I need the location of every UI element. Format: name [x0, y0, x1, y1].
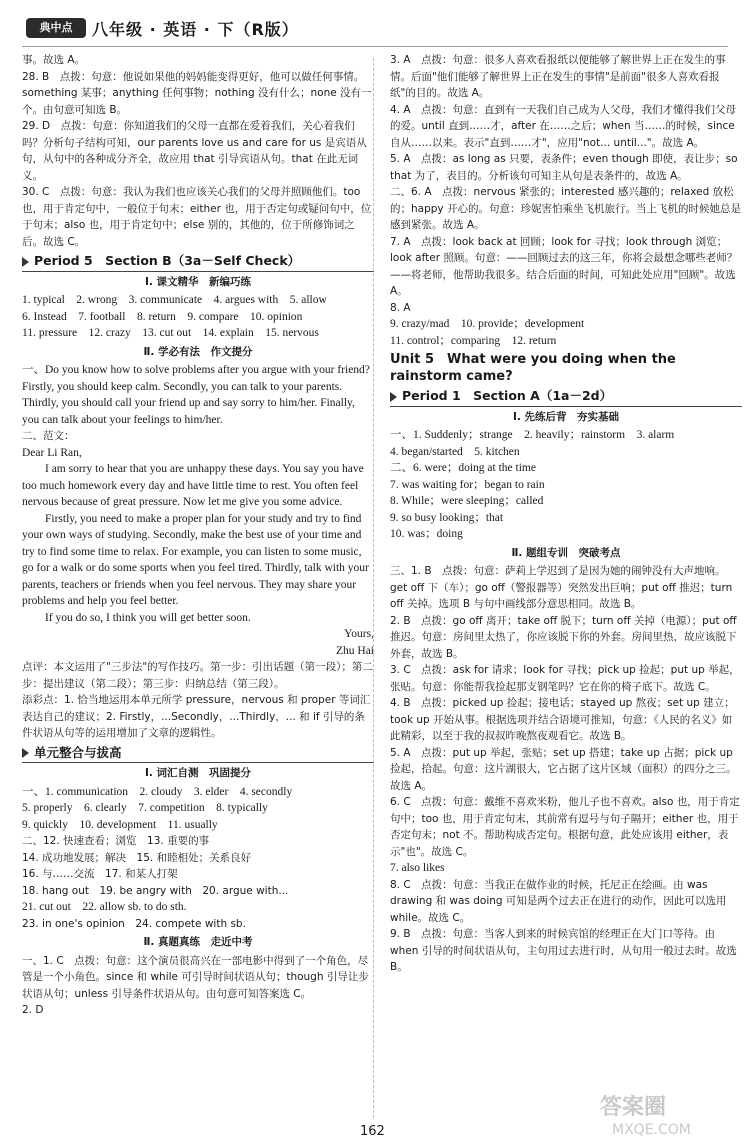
subsection-heading: Ⅰ. 课文精华 新编巧练	[144, 275, 252, 288]
answer-line: 30. C 点拨：句意：我认为我们也应该关心我们的父母并照顾他们。too 也，用于肯定句中，一般位于句末；either 也，用于否定句或疑问句中，位于句末；also 也，用于肯定句中；else 别的，其他的，位于所修饰词之后。故选 C。	[22, 186, 372, 248]
answer-line: Yours,	[344, 628, 374, 640]
answer-line: 7. was waiting for；began to rain	[390, 478, 545, 491]
watermark-url: MXQE.COM	[612, 1122, 691, 1138]
answer-line: 14. 成功地发展；解决 15. 和睦相处；关系良好	[22, 851, 252, 864]
answer-line: 点评：本文运用了"三步法"的写作技巧。第一步：引出话题（第一段）；第二步：提出建议（第二段）；第三步：归纳总结（第三段）。	[22, 661, 373, 690]
answer-line: 9. so busy looking；that	[390, 511, 504, 524]
answer-line: 一、1. C 点拨：句意：这个演员很高兴在一部电影中得到了一个角色，尽管是一个小角色。since 和 while 可引导时间状语从句；though 引导让步状语从句；unless 引导条件状语从句。由句意可知答案选 C。	[22, 954, 369, 1000]
answer-line: 6. Instead 7. football 8. return 9. compare 10. opinion	[22, 310, 303, 323]
answer-line: 事。故选 A。	[22, 54, 86, 66]
answer-line: 1. typical 2. wrong 3. communicate 4. argues with 5. allow	[22, 294, 327, 306]
answer-line: 5. A 点拨：put up 举起，张贴；set up 搭建；take up 占据；pick up 捡起，拾起。句意：这片湖很大，它占据了这片区域（面积）的四分之三。故选 A。	[390, 746, 737, 792]
answer-line: 16. 与……交流 17. 和某人打架	[22, 868, 178, 880]
answer-line: Zhu Hai	[335, 644, 374, 657]
answer-line: 7. A 点拨：look back at 回顾；look for 寻找；look through 浏览；look after 照顾。句意：——回顾过去的这三年，你将会最想念哪些老师？——将老师，他帮助我很多。结合后面的时间，可知此处应用"回顾"。故选 A。	[390, 235, 738, 297]
page-number: 162	[360, 1124, 385, 1139]
answer-line: 8. A	[390, 301, 411, 314]
subsection-heading: Ⅱ. 学必有法 作文提分	[143, 345, 253, 358]
answer-line: 23. in one's opinion 24. compete with sb.	[22, 917, 246, 930]
answer-line: 三、1. B 点拨：句意：萨莉上学迟到了是因为她的闹钟没有大声地响。get off 下（车）；go off（警报器等）突然发出巨响；put off 推迟；turn off 关掉。选项 B 与句中画线部分意思相同。故选 B。	[390, 565, 733, 610]
column-divider	[373, 58, 374, 1118]
subsection-heading: Ⅰ. 词汇自测 巩固提分	[144, 767, 252, 779]
triangle-bullet-icon	[390, 392, 397, 402]
answer-line: 添彩点：1. 恰当地运用本单元所学 pressure，nervous 和 proper 等词汇表达自己的建议；2. Firstly，...Secondly，...Thirdly，... 和 if 引导的条件状语从句等的运用增加了文章的逻辑性。	[22, 694, 371, 739]
answer-line: If you do so, I think you will get better soon.	[45, 611, 251, 624]
answer-line: Dear Li Ran,	[22, 446, 82, 459]
answer-line: 11. pressure 12. crazy 13. cut out 14. explain 15. nervous	[22, 327, 319, 339]
answer-line: 9. crazy/mad 10. provide；development	[390, 318, 585, 330]
answer-line: 4. began/started 5. kitchen	[390, 445, 520, 458]
answer-line: 7. also likes	[390, 862, 445, 874]
answer-line: 二、6. A 点拨：nervous 紧张的；interested 感兴趣的；relaxed 放松的；happy 开心的。句意：珍妮害怕乘坐飞机旅行。当上飞机的时候她总是感到紧张。故选 A。	[390, 186, 741, 231]
triangle-bullet-icon	[22, 257, 29, 267]
answer-line: 29. D 点拨：句意：你知道我们的父母一直都在爱着我们，关心着我们吗？分析句子结构可知，our parents love us and care for us 是宾语从句，从句中的各种成分齐全，故应用 that 引导宾语从句。that 在此无词义。	[22, 120, 367, 182]
answer-line: 18. hang out 19. be angry with 20. argue with...	[22, 884, 289, 897]
answer-line: Firstly, you need to make a proper plan for your study and try to find your own ways of studying. Secondly, make the best use of your time and try to find some time to relax. For example, you can listen to some music, go for a walk or do some sports when you feel tired. Thirdly, talk with your parents, teachers or friends when you feel nervous. They may share your problems and help you feel better.	[22, 512, 369, 607]
answer-line: 3. A 点拨：句意：很多人喜欢看报纸以便能够了解世界上正在发生的事情。后面"他们能够了解世界上正在发生的事情"是前面"很多人喜欢看报纸"的目的。故选 A。	[390, 54, 726, 99]
answer-line: 21. cut out 22. allow sb. to do sth.	[22, 901, 187, 913]
section-heading	[22, 745, 374, 764]
section-heading-text: Period 5 Section B（3a－Self Check）	[34, 253, 301, 268]
answer-line: 11. control；comparing 12. return	[390, 334, 557, 347]
answer-line: 5. A 点拨：as long as 只要，表条件；even though 即使，表让步；so that 为了，表目的。分析该句可知主从句是表条件的，故选 A。	[390, 153, 738, 182]
section-heading-text: 单元整合与拔高	[34, 744, 122, 760]
answer-line: 4. B 点拨：picked up 捡起；接电话；stayed up 熬夜；set up 建立；took up 开始从事。根据选项并结合语境可推知，句意：《人民的名义》如此精彩，以至于我的叔叔昨晚熬夜观看它。故选 B。	[390, 697, 735, 742]
right-column	[390, 52, 742, 976]
triangle-bullet-icon	[22, 748, 29, 758]
answer-line: 4. A 点拨：句意：直到有一天我们自己成为人父母，我们才懂得我们父母的爱。until 直到……才，after 在……之后；when 当……的时候，since 自从……以来。表示"直到……才"，应用"not... until..."。故选 A。	[390, 103, 737, 149]
answer-line: 2. D	[22, 1004, 44, 1016]
section-heading	[22, 253, 374, 272]
answer-line: 二、6. were；doing at the time	[390, 462, 536, 474]
unit-heading: Unit 5 What were you doing when the rainstorm came?	[390, 352, 676, 384]
subsection-heading: Ⅱ. 真题真练 走近中考	[143, 936, 253, 948]
answer-line: 5. properly 6. clearly 7. competition 8. typically	[22, 802, 268, 814]
subsection-heading: Ⅱ. 题组专训 突破考点	[511, 546, 621, 559]
section-heading-text: Period 1 Section A（1a－2d）	[402, 388, 613, 403]
answer-line: 8. While；were sleeping；called	[390, 495, 544, 507]
subsection-heading: Ⅰ. 先练后背 夯实基础	[512, 410, 620, 423]
answer-line: 3. C 点拨：ask for 请求；look for 寻找；pick up 捡起；put up 举起，张贴。句意：你能帮我捡起那支钢笔吗？它在你的椅子底下。故选 C。	[390, 664, 740, 693]
left-column	[22, 52, 374, 1019]
answer-line: 二、12. 快速查看；浏览 13. 重要的事	[22, 835, 210, 847]
section-heading	[390, 388, 742, 407]
answer-line: 6. C 点拨：句意：戴维不喜欢米粉，他儿子也不喜欢。also 也，用于肯定句中；too 也，用于肯定句末，其前常有逗号与句子隔开；either 也，用于否定句末；not 不。帮助构成否定句。根据句意，此处应该用 either，表示"也"。故选 C。	[390, 796, 740, 858]
answer-line: 2. B 点拨：go off 离开；take off 脱下；turn off 关掉（电源）；put off 推迟。句意：房间里太热了，你应该脱下你的外套。房间里热，故应该脱下外套，故选 B。	[390, 614, 737, 660]
answer-line: 28. B 点拨：句意：他说如果他的妈妈能变得更好，他可以做任何事情。something 某事；anything 任何事物；nothing 没有什么；none 没有一个。由句意可知选 B。	[22, 70, 372, 116]
watermark-logo: 答案圈	[600, 1095, 667, 1120]
answer-line: I am sorry to hear that you are unhappy these days. You say you have too much homework every day and have little time to rest. You often feel nervous because of great pressure. Now let me give you some advice.	[22, 463, 364, 508]
answer-line: 10. was；doing	[390, 528, 463, 540]
book-title: 八年级 · 英语 · 下（R版）	[92, 20, 299, 39]
answer-line: 9. B 点拨：句意：当客人到来的时候宾馆的经理正在大门口等待。由 when 引导的时间状语从句，主句用过去进行时，从句用一般过去时。故选 B。	[390, 928, 737, 973]
answer-line: 8. C 点拨：句意：当我正在做作业的时候，托尼正在绘画。由 was drawing 和 was doing 可知是两个过去正在进行的动作，因此可以选用 while。故选 C。	[390, 878, 727, 924]
answer-line: 二、范文：	[22, 430, 75, 442]
answer-line: 一、1. Suddenly；strange 2. heavily；rainstorm 3. alarm	[390, 429, 675, 441]
header-rule	[22, 46, 728, 47]
page-header	[0, 0, 750, 50]
answer-line: 9. quickly 10. development 11. usually	[22, 818, 218, 831]
answer-line: 一、Do you know how to solve problems after you argue with your friend? Firstly, you should keep calm. Secondly, you can talk to your parents. Thirdly, you should call your friend up and say sorry to him/her. Finally, you can talk about your feelings to him/her.	[22, 364, 370, 426]
book-logo: 典中点	[26, 18, 86, 38]
answer-line: 一、1. communication 2. cloudy 3. elder 4. secondly	[22, 785, 293, 798]
